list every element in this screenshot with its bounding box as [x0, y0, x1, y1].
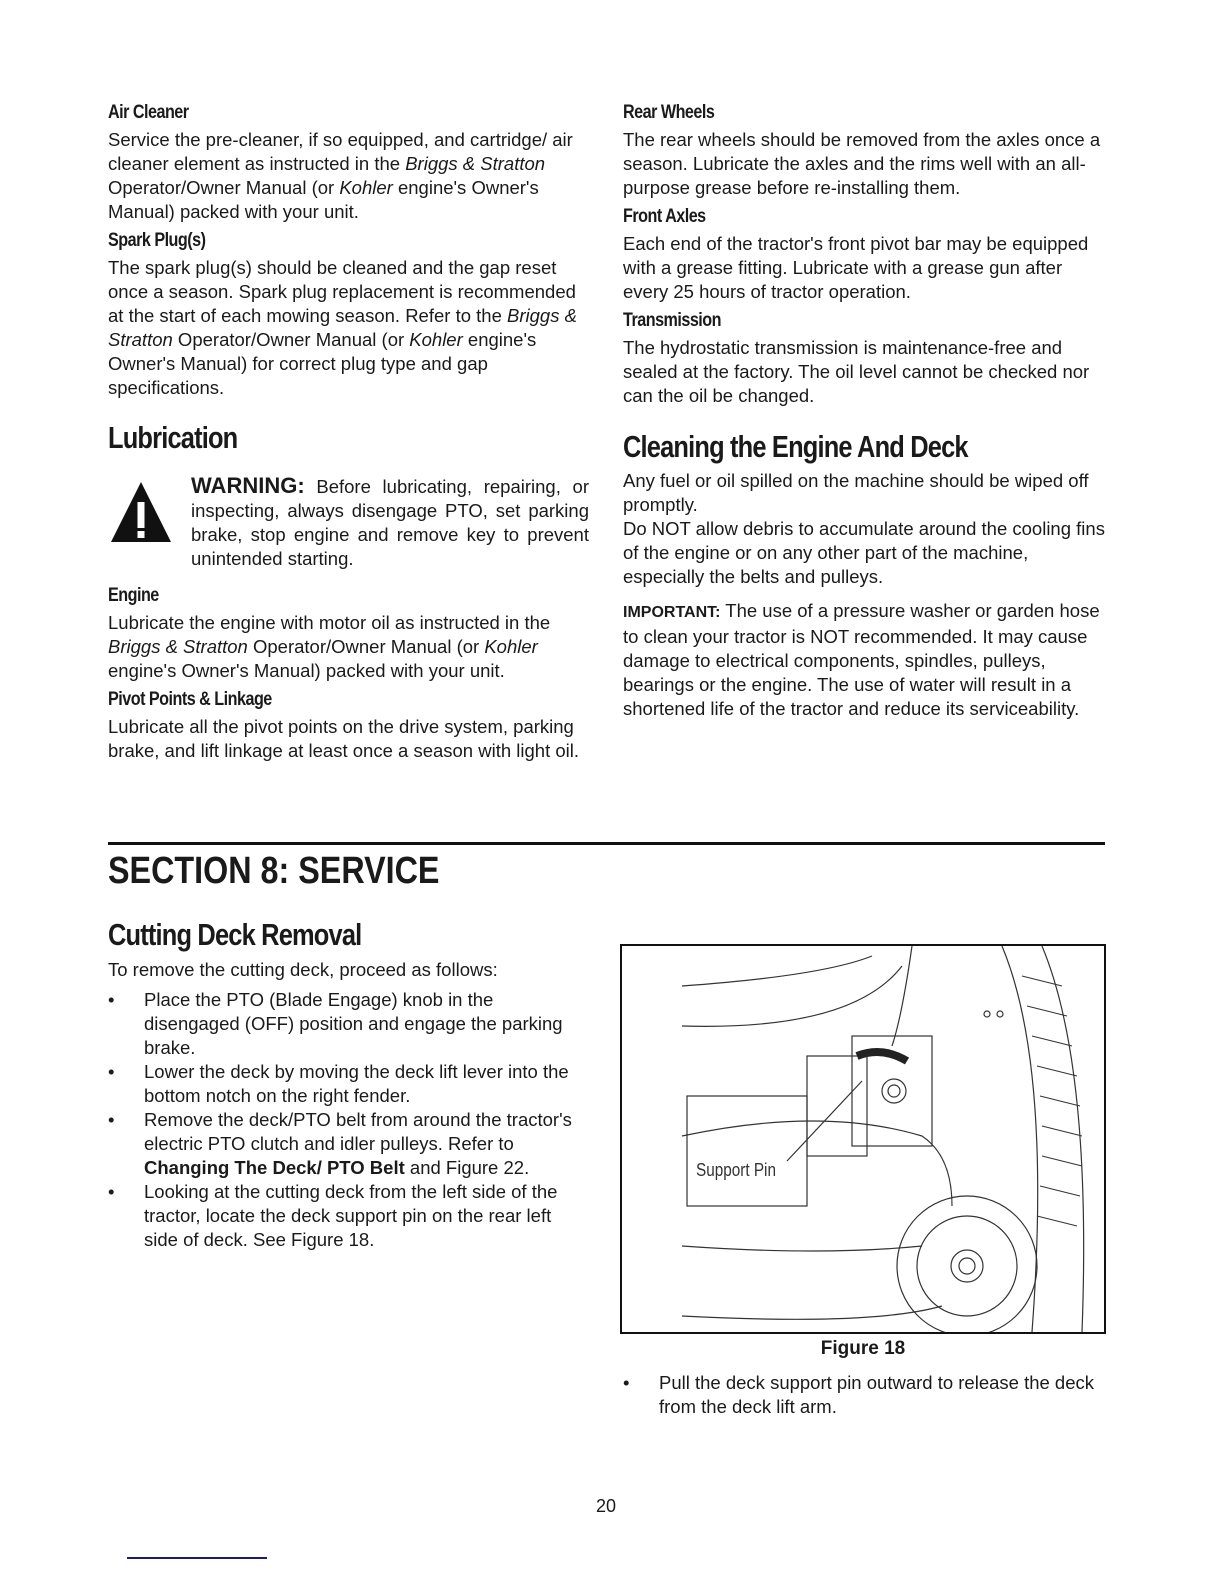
warning-text: Before lubricating, repairing, or inspecting, always disengage PTO, set parking brake, stop engine and remove key to prevent unintended starting.	[191, 476, 589, 569]
text-span: Service the pre-cleaner, if so equipped, and cartridge/ air cleaner element as instructed in the	[108, 129, 573, 174]
list-item-text: Remove the deck/PTO belt from around the tractor's electric PTO clutch and idler pulleys. Refer to	[144, 1109, 572, 1154]
bullet: •	[108, 989, 115, 1010]
air-cleaner-heading: Air Cleaner	[108, 102, 189, 123]
left-column-lower	[108, 585, 588, 763]
text-span: engine's Owner's Manual) packed with your unit.	[108, 660, 505, 681]
pivot-heading: Pivot Points & Linkage	[108, 689, 272, 710]
transmission-text: The hydrostatic transmission is maintenance-free and sealed at the factory. The oil level cannot be checked nor can the oil be changed.	[623, 337, 1090, 406]
rear-wheels-text: The rear wheels should be removed from the axles once a season. Lubricate the axles and the rims well with an all-purpose grease before re-installing them.	[623, 129, 1101, 198]
text-span: engine's Owner's Manual) packed with your unit.	[108, 177, 539, 222]
list-item	[108, 988, 588, 1060]
bullet: •	[108, 1181, 115, 1202]
list-item-text: and Figure 22.	[404, 1157, 530, 1178]
front-axles-heading: Front Axles	[623, 206, 706, 227]
bullet: •	[108, 1109, 115, 1130]
text-span: The use of a pressure washer or garden hose to clean your tractor is NOT recommended. It may cause damage to electrical components, spindles, pulleys, bearings or the engine. The use of water will result in a shortened life of the tractor and reduce its serviceability.	[623, 600, 1100, 719]
bullet: •	[108, 1061, 115, 1082]
important-text	[623, 599, 1105, 721]
transmission-heading: Transmission	[623, 310, 722, 331]
right-column-cleaning	[623, 429, 1105, 721]
list-item	[623, 1371, 1105, 1419]
support-pin-label: Support Pin	[696, 1160, 776, 1180]
important-label: IMPORTANT:	[623, 604, 721, 621]
list-item	[108, 1108, 588, 1180]
spark-plugs-text	[108, 256, 588, 400]
deck-removal-intro: To remove the cutting deck, proceed as follows:	[108, 959, 498, 980]
text-italic: Kohler	[339, 177, 393, 198]
figure-18	[620, 944, 1106, 1334]
text-span: Operator/Owner Manual (or	[172, 329, 410, 350]
text-italic: Briggs & Stratton	[108, 636, 248, 657]
page-number: 20	[596, 1496, 617, 1516]
air-cleaner-text	[108, 128, 588, 224]
rear-wheels-heading: Rear Wheels	[623, 102, 715, 123]
cross-reference: Changing The Deck/ PTO Belt	[144, 1157, 405, 1178]
cleaning-text-1: Any fuel or oil spilled on the machine should be wiped off promptly.	[623, 470, 1089, 515]
cleaning-text-2: Do NOT allow debris to accumulate around the cooling fins of the engine or on any other part of the machine, especially the belts and pulleys.	[623, 518, 1105, 587]
text-italic: Briggs & Stratton	[405, 153, 546, 174]
text-span: Operator/Owner Manual (or	[108, 177, 340, 198]
list-item-text: Pull the deck support pin outward to release the deck from the deck lift arm.	[659, 1372, 1095, 1417]
left-column	[108, 102, 588, 400]
list-item-text: Lower the deck by moving the deck lift lever into the bottom notch on the right fender.	[144, 1061, 569, 1106]
engine-heading: Engine	[108, 585, 159, 606]
deck-removal-steps-continued	[623, 1371, 1105, 1419]
deck-removal-heading: Cutting Deck Removal	[108, 917, 362, 952]
front-axles-text: Each end of the tractor's front pivot bar may be equipped with a grease fitting. Lubricate with a grease gun after every 25 hours of tractor operation.	[623, 233, 1089, 302]
engine-text	[108, 611, 588, 683]
text-span: The spark plug(s) should be cleaned and the gap reset once a season. Spark plug replacement is recommended at the start of each mowing season. Refer to the	[108, 257, 576, 326]
text-italic: Briggs & Stratton	[108, 305, 577, 350]
text-italic: Kohler	[484, 636, 538, 657]
list-item-text: Looking at the cutting deck from the left side of the tractor, locate the deck support pin on the rear left side of deck. See Figure 18.	[144, 1181, 558, 1250]
text-italic: Kohler	[409, 329, 463, 350]
warning-label: WARNING:	[191, 473, 305, 498]
list-item	[108, 1060, 588, 1108]
figure-caption: Figure 18	[820, 1338, 906, 1359]
deck-removal-steps	[108, 958, 588, 1252]
list-item-text: Place the PTO (Blade Engage) knob in the disengaged (OFF) position and engage the parking brake.	[144, 989, 563, 1058]
text-span: Lubricate the engine with motor oil as instructed in the	[108, 612, 551, 633]
deck-illustration	[622, 946, 1104, 1332]
footer-line	[127, 1557, 267, 1559]
pivot-text: Lubricate all the pivot points on the drive system, parking brake, and lift linkage at least once a season with light oil.	[108, 716, 580, 761]
warning-box	[191, 474, 589, 571]
spark-plugs-heading: Spark Plug(s)	[108, 230, 206, 251]
section-rule	[108, 842, 1105, 845]
section-title: SECTION 8: SERVICE	[108, 850, 440, 892]
right-column	[623, 102, 1105, 408]
lubrication-heading: Lubrication	[108, 420, 238, 455]
cleaning-heading: Cleaning the Engine And Deck	[623, 429, 968, 464]
warning-icon	[110, 480, 172, 544]
list-item	[108, 1180, 588, 1252]
bullet: •	[623, 1372, 630, 1393]
text-span: Operator/Owner Manual (or	[247, 636, 485, 657]
text-span: engine's Owner's Manual) for correct plug type and gap specifications.	[108, 329, 537, 398]
